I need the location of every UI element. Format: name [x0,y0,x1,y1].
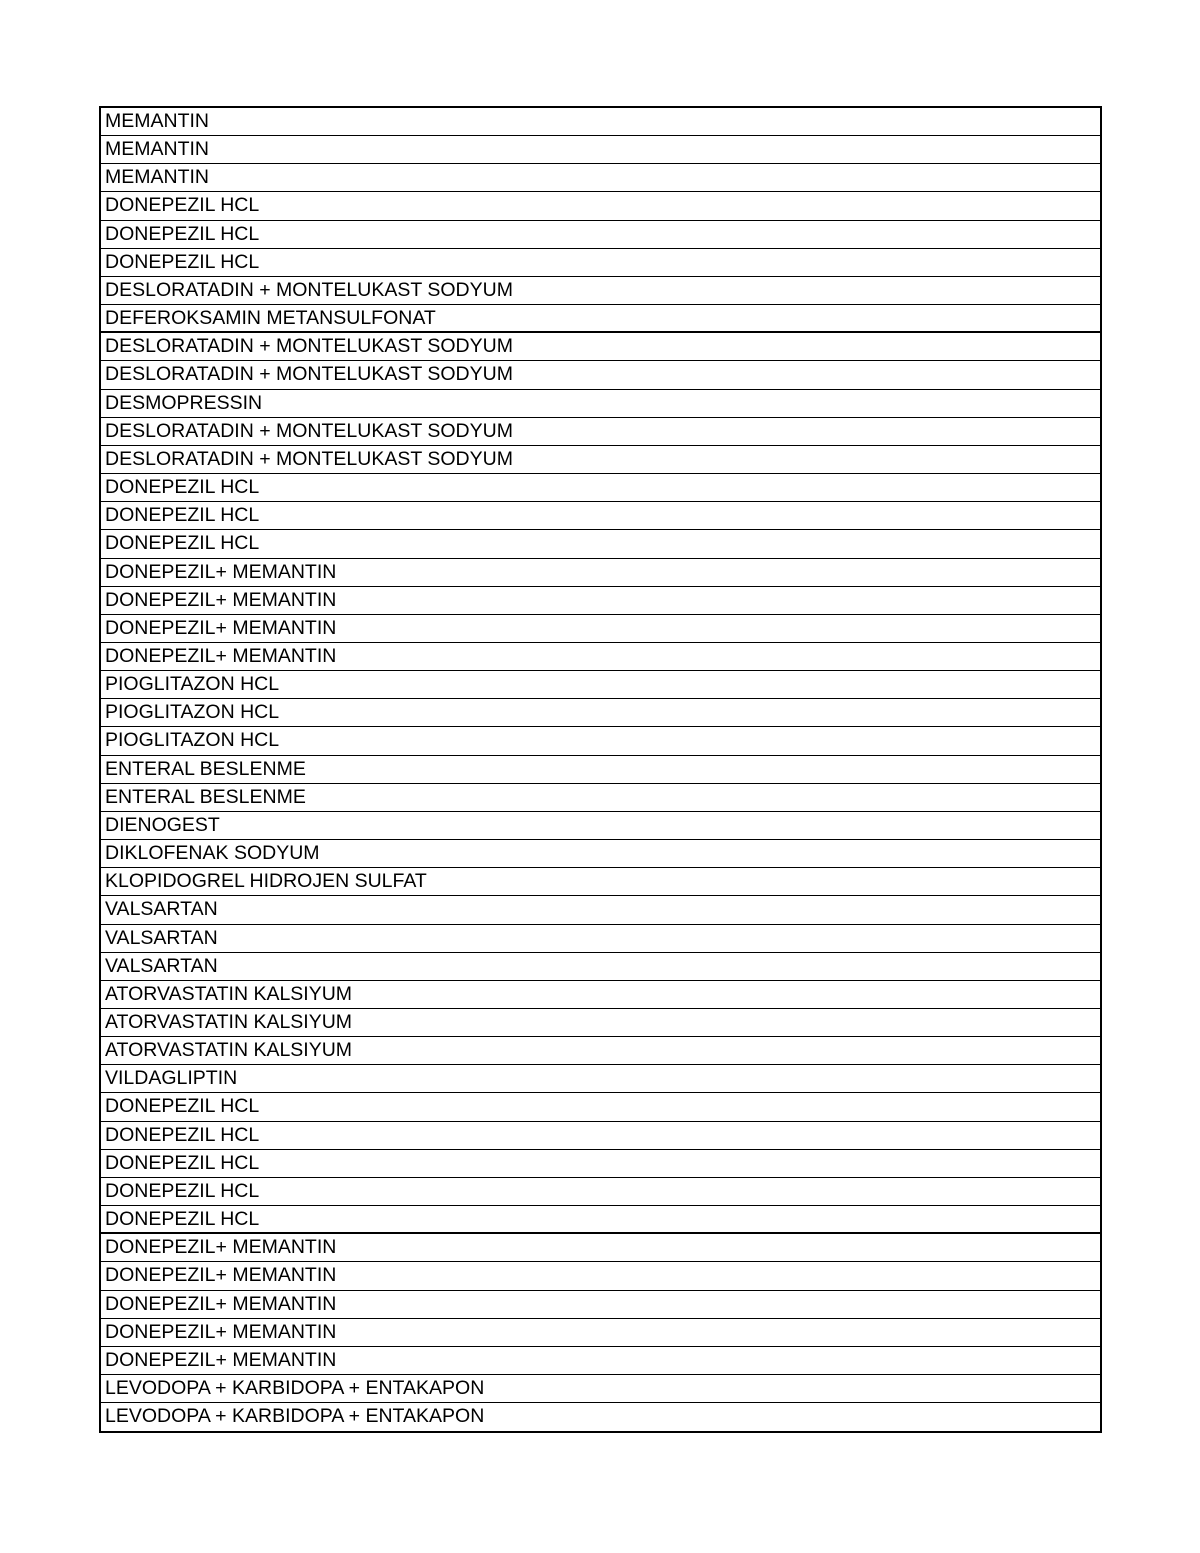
table-row: DONEPEZIL+ MEMANTIN [101,1347,1100,1375]
table-row: DESLORATADIN + MONTELUKAST SODYUM [101,277,1100,305]
drug-name-table [99,106,1102,1433]
table-row: PIOGLITAZON HCL [101,699,1100,727]
table-row: ATORVASTATIN KALSIYUM [101,981,1100,1009]
table-row: DONEPEZIL HCL [101,1206,1100,1234]
table-row: DONEPEZIL HCL [101,221,1100,249]
table-row: VALSARTAN [101,896,1100,924]
table-row: DONEPEZIL HCL [101,192,1100,220]
table-row: DONEPEZIL+ MEMANTIN [101,1291,1100,1319]
table-row: DONEPEZIL+ MEMANTIN [101,1262,1100,1290]
table-row: VALSARTAN [101,953,1100,981]
table-row: DONEPEZIL HCL [101,1150,1100,1178]
table-row: ENTERAL BESLENME [101,756,1100,784]
table-row: DONEPEZIL+ MEMANTIN [101,615,1100,643]
table-row: DONEPEZIL HCL [101,530,1100,558]
table-row: DONEPEZIL HCL [101,502,1100,530]
table-row: PIOGLITAZON HCL [101,727,1100,755]
table-row: DESLORATADIN + MONTELUKAST SODYUM [101,418,1100,446]
table-row: MEMANTIN [101,136,1100,164]
table-row: DONEPEZIL+ MEMANTIN [101,643,1100,671]
table-row: DEFEROKSAMIN METANSULFONAT [101,305,1100,333]
table-row: DONEPEZIL HCL [101,1122,1100,1150]
table-row: DONEPEZIL HCL [101,1093,1100,1121]
table-row: DIKLOFENAK SODYUM [101,840,1100,868]
table-row: DONEPEZIL HCL [101,249,1100,277]
table-row: DESLORATADIN + MONTELUKAST SODYUM [101,446,1100,474]
table-row: DONEPEZIL HCL [101,1178,1100,1206]
table-row: ATORVASTATIN KALSIYUM [101,1009,1100,1037]
table-row: ENTERAL BESLENME [101,784,1100,812]
table-row: DONEPEZIL HCL [101,474,1100,502]
table-row: DONEPEZIL+ MEMANTIN [101,1319,1100,1347]
table-row: DONEPEZIL+ MEMANTIN [101,1234,1100,1262]
table-row: LEVODOPA + KARBIDOPA + ENTAKAPON [101,1375,1100,1403]
table-row: PIOGLITAZON HCL [101,671,1100,699]
table-row: MEMANTIN [101,164,1100,192]
table-row: MEMANTIN [101,108,1100,136]
table-row: LEVODOPA + KARBIDOPA + ENTAKAPON [105,1405,485,1428]
table-row: VILDAGLIPTIN [101,1065,1100,1093]
table-row: DESMOPRESSIN [101,390,1100,418]
table-row: VALSARTAN [101,925,1100,953]
table-row: ATORVASTATIN KALSIYUM [101,1037,1100,1065]
table-row: DONEPEZIL+ MEMANTIN [101,559,1100,587]
table-row: DESLORATADIN + MONTELUKAST SODYUM [101,333,1100,361]
table-row: DIENOGEST [101,812,1100,840]
table-row: KLOPIDOGREL HIDROJEN SULFAT [101,868,1100,896]
table-row: DONEPEZIL+ MEMANTIN [101,587,1100,615]
table-row: DESLORATADIN + MONTELUKAST SODYUM [101,361,1100,389]
